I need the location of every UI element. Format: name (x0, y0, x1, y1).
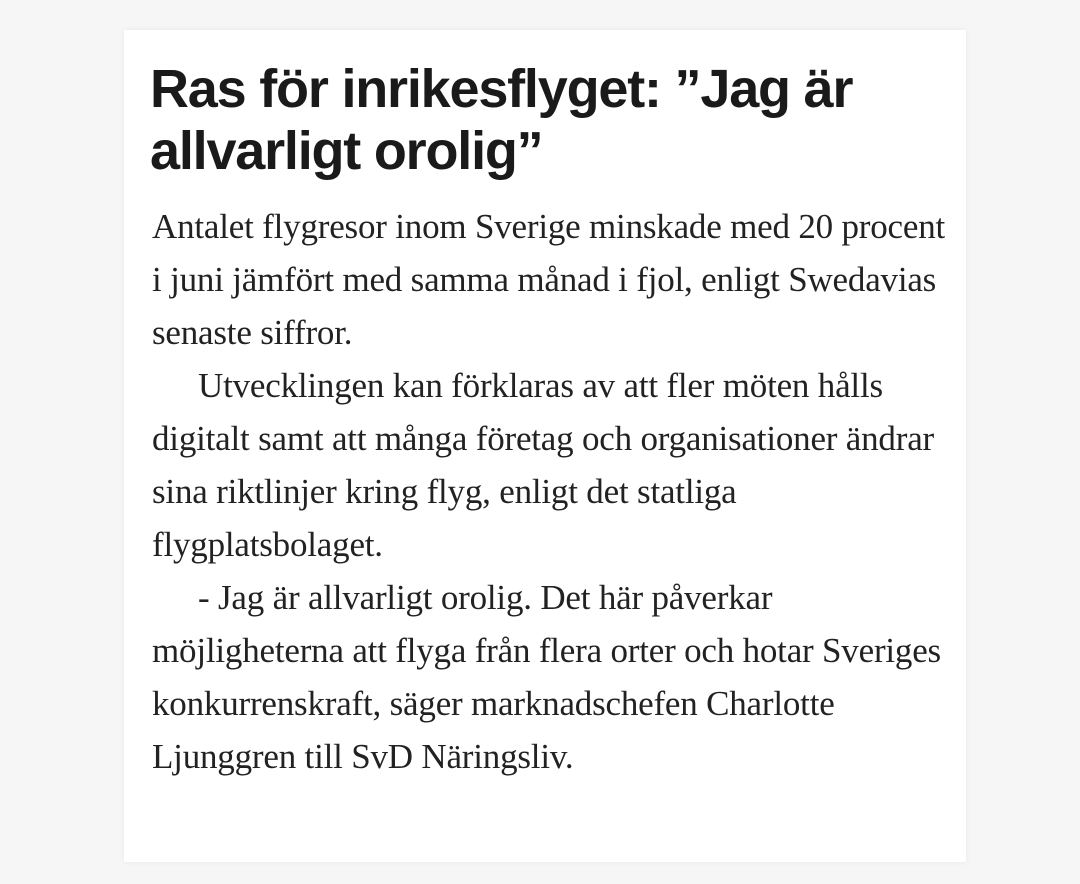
article-paragraph-lead: Antalet flygresor inom Sverige minskade med 20 procent i juni jämfört med samma månad i fjol, enligt Swedavias senaste siffror. (152, 207, 946, 352)
article-paragraph-explanation: Utvecklingen kan förklaras av att fler möten hålls digitalt samt att många företag och organisationer ändrar sina riktlinjer kring flyg, enligt det statliga flygplatsbolaget. (152, 366, 934, 564)
article-body (152, 200, 952, 783)
article-paragraph-quote: - Jag är allvarligt orolig. Det här påverkar möjligheterna att flyga från flera orter och hotar Sveriges konkurrenskraft, säger marknadschefen Charlotte Ljunggren till SvD Näringsliv. (152, 578, 941, 776)
article-headline: Ras för inrikesflyget: ”Jag är allvarligt orolig” (150, 59, 853, 181)
